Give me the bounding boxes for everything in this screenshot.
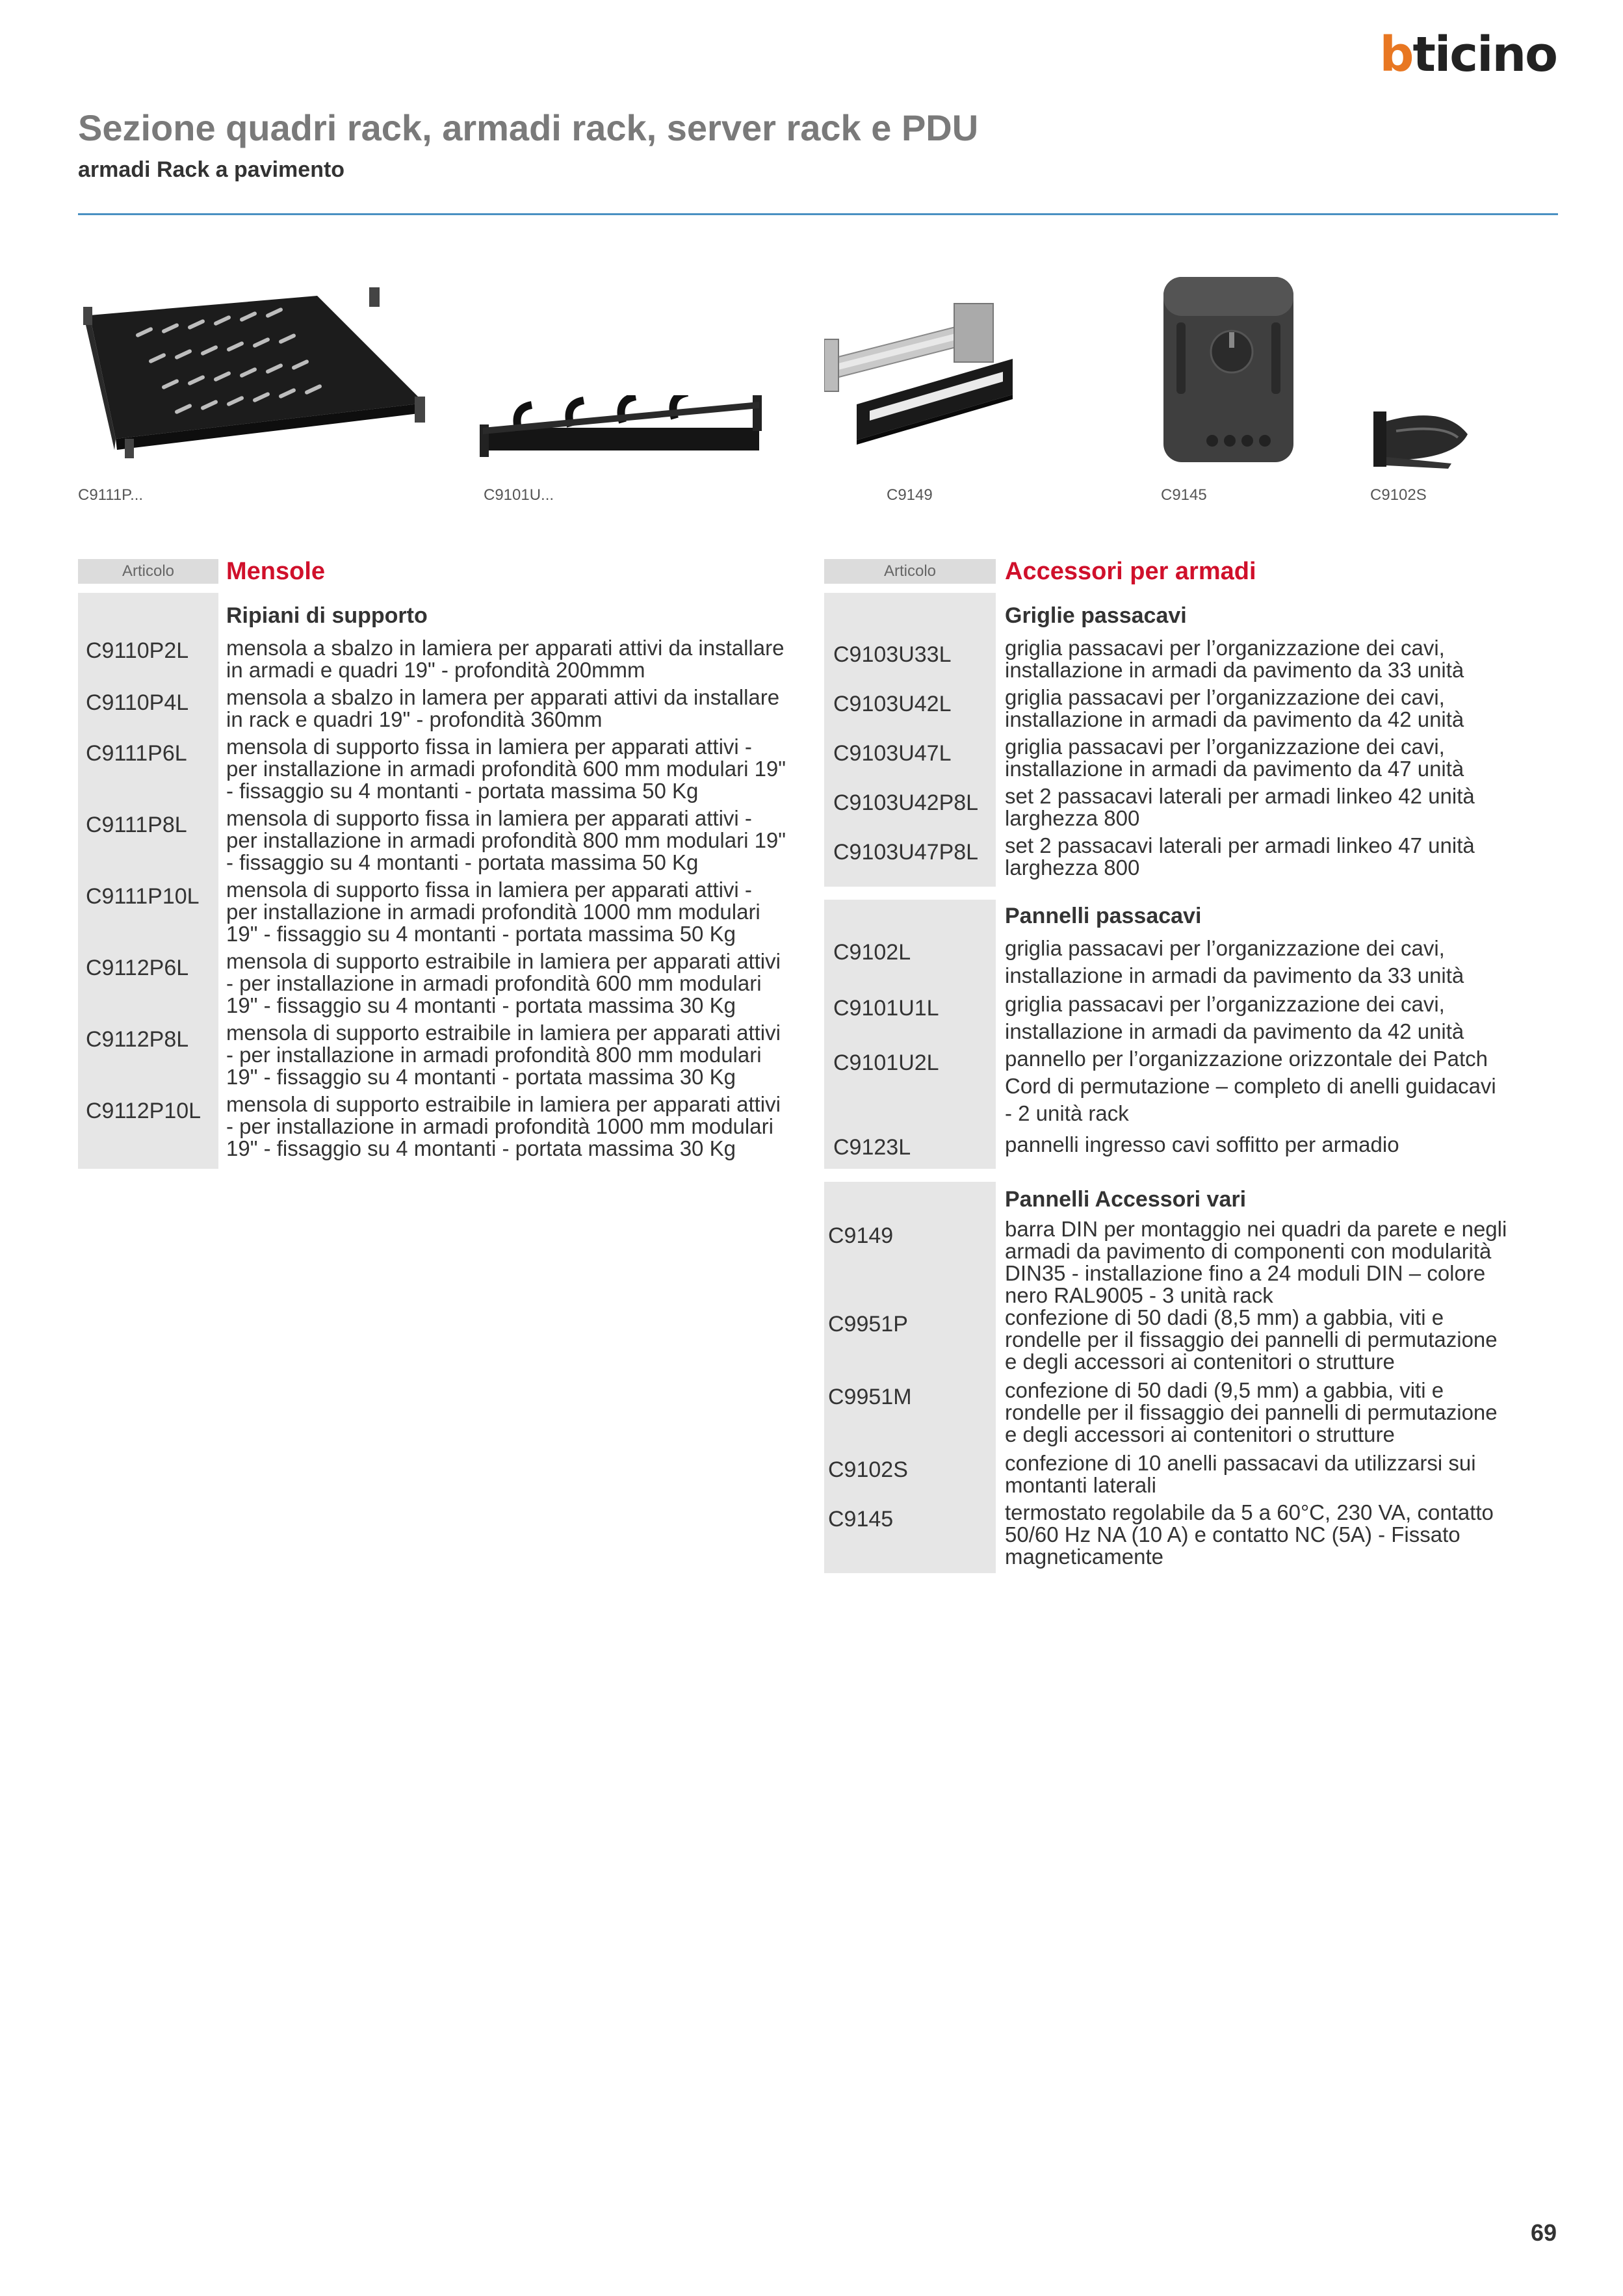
article-code: C9123L — [833, 1135, 911, 1160]
article-code: C9103U42L — [833, 692, 952, 716]
article-description: mensola a sbalzo in lamera per apparati attivi da installare in rack e quadri 19" - profondità 360mm — [226, 685, 780, 731]
cable-manager-image — [480, 395, 766, 467]
article-description: set 2 passacavi laterali per armadi linkeo 47 unità larghezza 800 — [1005, 833, 1475, 880]
article-description: pannelli ingresso cavi soffitto per armadio — [1005, 1132, 1399, 1156]
product-caption: C9145 — [1161, 486, 1207, 504]
din-rail-image — [824, 300, 1019, 479]
page-title: Sezione quadri rack, armadi rack, server rack e PDU — [78, 107, 979, 148]
griglie-passacavi-table — [824, 593, 1559, 887]
group-title: Pannelli Accessori vari — [1005, 1187, 1247, 1212]
article-description: confezione di 10 anelli passacavi da utilizzarsi sui montanti laterali — [1005, 1451, 1476, 1497]
article-code: C9951M — [828, 1385, 912, 1409]
article-description: mensola di supporto estraibile in lamiera per apparati attivi - per installazione in armadi profondità 1000 mm modulari 19" - fissaggio su 4 montanti - portata massima 30 Kg — [226, 1092, 781, 1160]
article-description: griglia passacavi per l’organizzazione dei cavi, installazione in armadi da pavimento da 33 unità — [1005, 636, 1464, 682]
article-description: mensola di supporto fissa in lamiera per apparati attivi - per installazione in armadi profondità 1000 mm modulari 19" - fissaggio su 4 montanti - portata massima 50 Kg — [226, 878, 760, 946]
logo-text: ticino — [1412, 27, 1557, 83]
product-caption: C9111P... — [78, 486, 144, 504]
article-description: pannello per l’organizzazione orizzontale dei Patch Cord di permutazione – completo di anelli guidacavi - 2 unità rack — [1005, 1047, 1496, 1125]
article-description: mensola di supporto estraibile in lamiera per apparati attivi - per installazione in armadi profondità 600 mm modulari 19" - fissaggio su 4 montanti - portata massima 30 Kg — [226, 949, 781, 1017]
article-code: C9103U47P8L — [833, 840, 979, 865]
article-code: C9111P8L — [86, 813, 187, 837]
article-code: C9112P8L — [86, 1027, 189, 1052]
article-column-header: Articolo — [78, 559, 218, 584]
article-code: C9149 — [828, 1223, 894, 1248]
group-title: Griglie passacavi — [1005, 603, 1187, 628]
article-code: C9110P4L — [86, 690, 189, 715]
article-description: mensola di supporto fissa in lamiera per apparati attivi - per installazione in armadi profondità 600 mm modulari 19" - fissaggio su 4 montanti - portata massima 50 Kg — [226, 735, 786, 803]
article-code: C9103U47L — [833, 741, 952, 766]
article-description: termostato regolabile da 5 a 60°C, 230 VA, contatto 50/60 Hz NA (10 A) e contatto NC (5A) - Fissato magneticamente — [1005, 1500, 1494, 1569]
article-code: C9103U42P8L — [833, 790, 979, 815]
article-description: griglia passacavi per l’organizzazione dei cavi, installazione in armadi da pavimento da 42 unità — [1005, 992, 1464, 1043]
article-description: barra DIN per montaggio nei quadri da parete e negli armadi da pavimento di componenti con modularità DIN35 - installazione fino a 24 moduli DIN – colore nero RAL9005 - 3 unità rack — [1005, 1217, 1507, 1307]
article-code: C9111P10L — [86, 884, 200, 909]
header-rule — [78, 213, 1558, 215]
pannelli-accessori-vari-table — [824, 1182, 1559, 1573]
page-subtitle: armadi Rack a pavimento — [78, 157, 345, 182]
article-description: confezione di 50 dadi (9,5 mm) a gabbia, viti e rondelle per il fissaggio dei pannelli di permutazione e degli accessori ai contenitori o strutture — [1005, 1378, 1498, 1446]
product-caption: C9102S — [1370, 486, 1427, 504]
code-column — [78, 593, 218, 1169]
product-caption: C9149 — [887, 486, 933, 504]
mensole-table — [78, 593, 812, 1169]
article-description: confezione di 50 dadi (8,5 mm) a gabbia, viti e rondelle per il fissaggio dei pannelli di permutazione e degli accessori ai contenitori o strutture — [1005, 1305, 1498, 1374]
article-code: C9102S — [828, 1457, 908, 1482]
section-title-accessori: Accessori per armadi — [1005, 558, 1256, 585]
article-description: griglia passacavi per l’organizzazione dei cavi, installazione in armadi da pavimento da 42 unità — [1005, 685, 1464, 731]
support-shelf-image — [77, 280, 428, 462]
cable-ring-image — [1370, 408, 1474, 473]
article-code: C9951P — [828, 1312, 908, 1337]
group-title: Ripiani di supporto — [226, 603, 428, 628]
article-code: C9101U1L — [833, 996, 939, 1021]
article-description: mensola di supporto estraibile in lamiera per apparati attivi - per installazione in armadi profondità 800 mm modulari 19" - fissaggio su 4 montanti - portata massima 30 Kg — [226, 1021, 781, 1089]
article-column-header: Articolo — [824, 559, 996, 584]
article-code: C9101U2L — [833, 1050, 939, 1075]
article-description: griglia passacavi per l’organizzazione dei cavi, installazione in armadi da pavimento da 47 unità — [1005, 735, 1464, 781]
article-description: mensola di supporto fissa in lamiera per apparati attivi - per installazione in armadi profondità 800 mm modulari 19" - fissaggio su 4 montanti - portata massima 50 Kg — [226, 806, 786, 874]
logo-letter-b: b — [1379, 27, 1413, 83]
article-code: C9111P6L — [86, 741, 187, 766]
article-code: C9110P2L — [86, 638, 189, 663]
pannelli-passacavi-table — [824, 900, 1559, 1169]
page-number: 69 — [1530, 2219, 1557, 2246]
group-title: Pannelli passacavi — [1005, 904, 1202, 928]
thermostat-image — [1157, 270, 1300, 465]
article-code: C9103U33L — [833, 642, 952, 667]
brand-logo — [1379, 27, 1557, 83]
product-caption: C9101U... — [484, 486, 554, 504]
article-description: griglia passacavi per l’organizzazione dei cavi, installazione in armadi da pavimento da 33 unità — [1005, 936, 1464, 987]
article-description: mensola a sbalzo in lamiera per apparati attivi da installare in armadi e quadri 19" - profondità 200mmm — [226, 636, 785, 682]
section-title-mensole: Mensole — [226, 558, 326, 585]
article-code: C9102L — [833, 940, 911, 965]
article-code: C9112P6L — [86, 956, 189, 980]
article-code: C9145 — [828, 1507, 894, 1532]
article-code: C9112P10L — [86, 1099, 201, 1123]
article-description: set 2 passacavi laterali per armadi linkeo 42 unità larghezza 800 — [1005, 784, 1475, 830]
